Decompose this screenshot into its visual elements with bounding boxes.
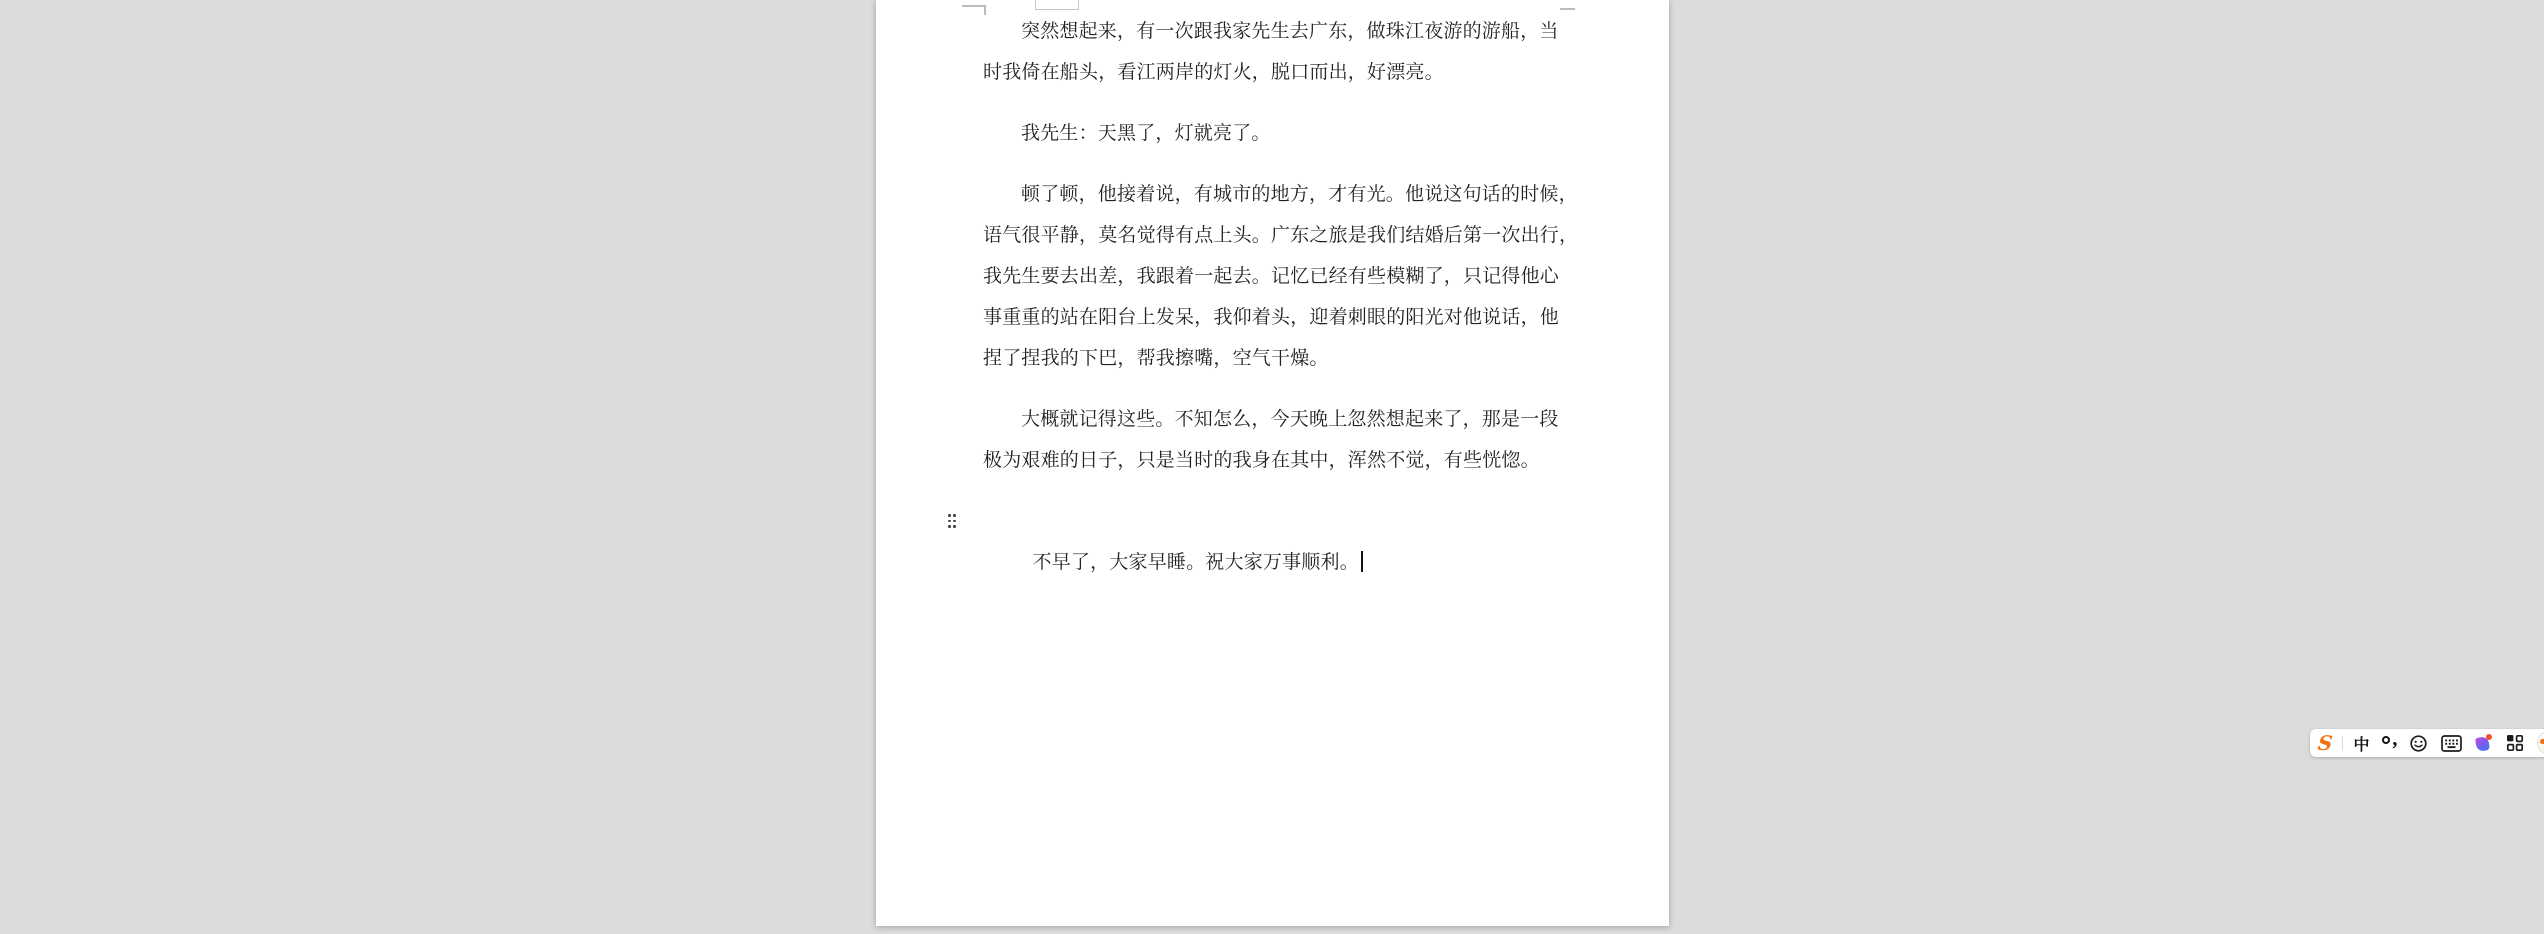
- paragraph: [983, 113, 1563, 154]
- toolbox-grid-icon: [2506, 734, 2524, 752]
- chinese-mode-icon: 中: [2353, 736, 2370, 754]
- chinese-english-toggle[interactable]: [2353, 729, 2369, 757]
- text-line[interactable]: 突然想起来，有一次跟我家先生去广东，做珠江夜游的游船，当: [1021, 21, 1559, 42]
- text-line[interactable]: 我先生：天黑了，灯就亮了。: [1021, 123, 1271, 144]
- text-line[interactable]: 大概就记得这些。不知怎么，今天晚上忽然想起来了，那是一段: [1021, 409, 1559, 430]
- punctuation-mode-icon: [2382, 725, 2398, 753]
- sogou-logo-button[interactable]: [2318, 729, 2332, 757]
- text-line[interactable]: 顿了顿，他接着说，有城市的地方，才有光。他说这句话的时候，: [1021, 184, 1578, 205]
- mascot-visor: [2540, 739, 2544, 744]
- punctuation-ring: [2382, 736, 2390, 744]
- paragraph: [983, 501, 1563, 624]
- emoji-picker-button[interactable]: [2409, 729, 2428, 757]
- skin-theme-button[interactable]: [2475, 729, 2493, 757]
- text-line[interactable]: 语气很平静，莫名觉得有点上头。广东之旅是我们结婚后第一次出行，: [983, 225, 1579, 246]
- text-line[interactable]: 我先生要去出差，我跟着一起去。记忆已经有些模糊了，只记得他心: [983, 266, 1560, 287]
- paragraph: [983, 174, 1579, 379]
- sogou-logo-icon: S: [2316, 731, 2334, 755]
- text-line[interactable]: [983, 501, 1563, 624]
- skin-theme-icon: [2475, 734, 2493, 752]
- insertion-caret: [1361, 551, 1363, 572]
- paragraph: [983, 11, 1563, 93]
- margin-crop-mark-box: [1035, 0, 1079, 10]
- paragraph: [983, 399, 1563, 481]
- paragraph-drag-handle[interactable]: [947, 513, 957, 529]
- ime-mascot-icon: [2537, 731, 2544, 755]
- margin-crop-mark-right: [1560, 8, 1575, 10]
- text-line[interactable]: 时我倚在船头，看江两岸的灯火，脱口而出，好漂亮。: [983, 62, 1444, 83]
- punctuation-comma: ,: [2392, 725, 2398, 750]
- emoji-picker-icon: [2409, 734, 2428, 753]
- virtual-keyboard-icon: [2441, 735, 2462, 752]
- document-text-area[interactable]: [983, 11, 1579, 624]
- ime-mascot-button[interactable]: [2537, 729, 2544, 757]
- text-line-content: 不早了，大家早睡。祝大家万事顺利。: [1032, 552, 1359, 573]
- text-line[interactable]: 事重重的站在阳台上发呆，我仰着头，迎着刺眼的阳光对他说话，他: [983, 307, 1560, 328]
- toolbar-divider: [2342, 736, 2343, 751]
- skin-notification-dot: [2486, 734, 2492, 740]
- text-line[interactable]: 极为艰难的日子，只是当时的我身在其中，浑然不觉，有些恍惚。: [983, 450, 1540, 471]
- toolbox-button[interactable]: [2506, 729, 2524, 757]
- virtual-keyboard-button[interactable]: [2441, 729, 2462, 757]
- ime-toolbar: [2310, 725, 2544, 757]
- document-page[interactable]: [876, 0, 1669, 926]
- punctuation-mode-button[interactable]: [2382, 725, 2398, 757]
- text-line[interactable]: 捏了捏我的下巴，帮我擦嘴，空气干燥。: [983, 348, 1329, 369]
